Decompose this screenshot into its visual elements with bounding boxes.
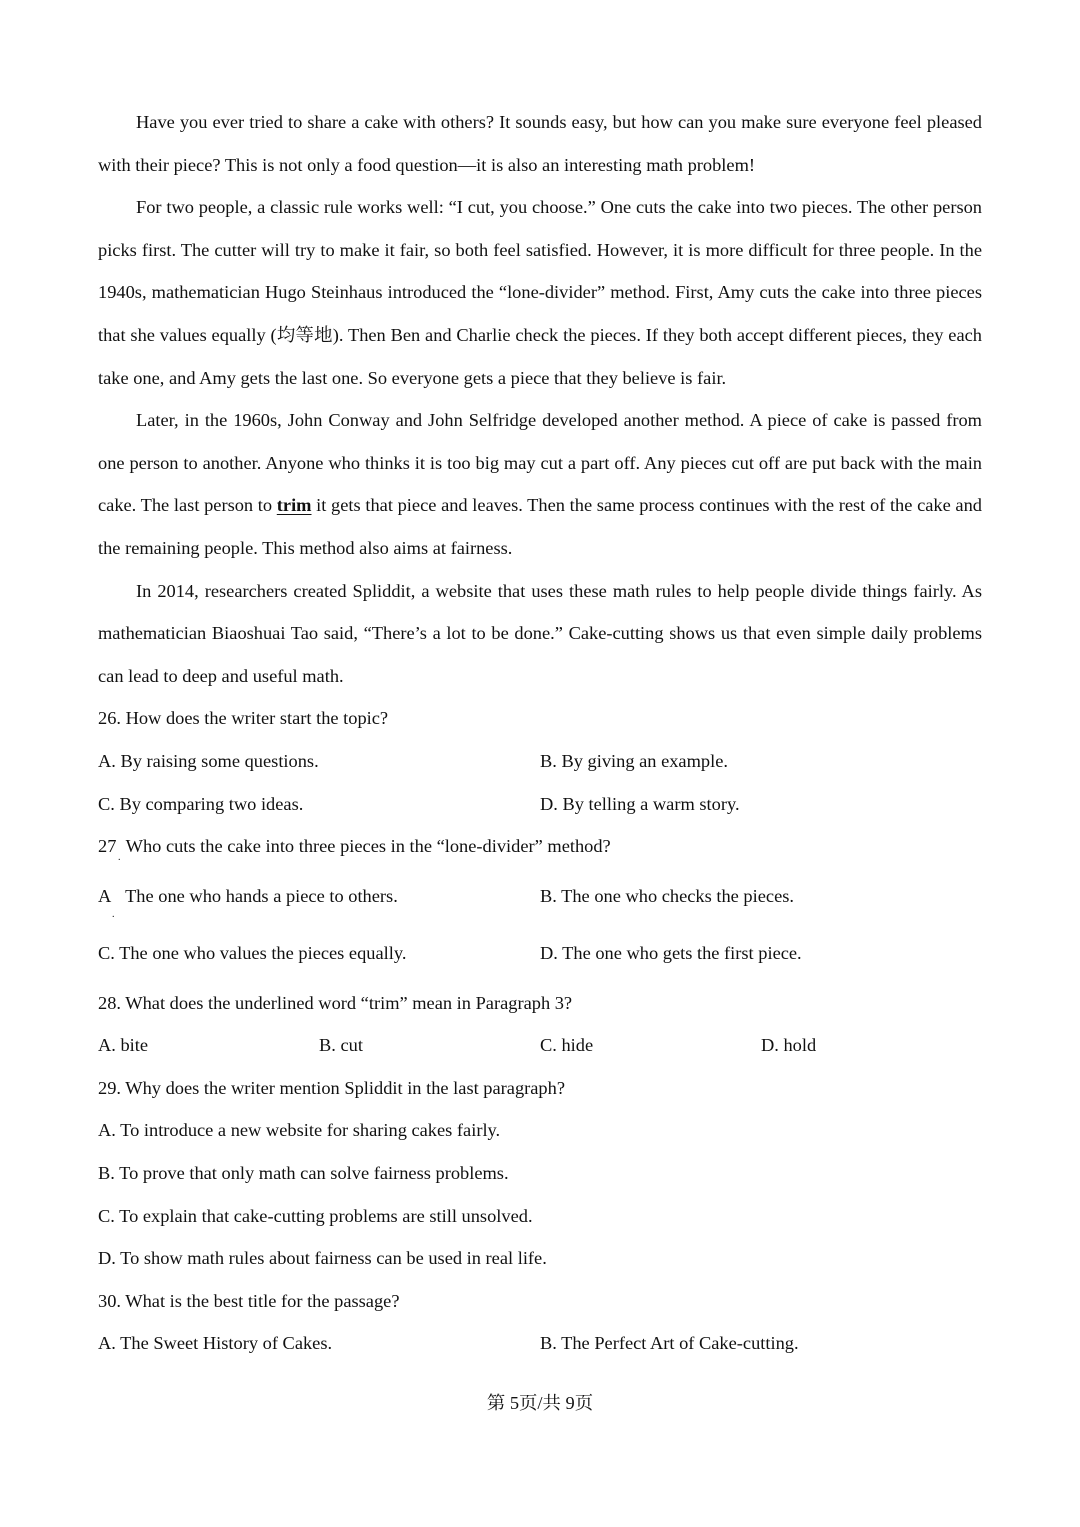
- passage-paragraph-1: Have you ever tried to share a cake with others? It sounds easy, but how can you make sure everyone feel pleased with their piece? This is not only a food question—it is also an interesting math problem!: [98, 112, 982, 175]
- question-26-option-a: A. By raising some questions.: [98, 750, 319, 771]
- option-a-letter: A: [98, 885, 112, 906]
- question-28-options-row: [98, 1024, 982, 1067]
- passage-paragraph-4: In 2014, researchers created Spliddit, a website that uses these math rules to help people divide things fairly. As mathematician Biaoshuai Tao said, “There’s a lot to be done.” Cake-cutting shows us that even simple daily problems can lead to deep and useful math.: [98, 580, 982, 686]
- question-27-option-d: D. The one who gets the first piece.: [540, 942, 802, 963]
- question-27-number: 27 .: [98, 836, 121, 864]
- question-26-stem: 26. How does the writer start the topic?: [98, 708, 389, 729]
- question-30-options-row-1: [98, 1322, 982, 1365]
- question-27-options-row-1: [98, 868, 982, 925]
- dot-mark: .: [112, 908, 115, 920]
- question-26-option-d: D. By telling a warm story.: [540, 793, 740, 814]
- question-27-stem: [98, 825, 982, 868]
- question-26-options-row-2: [98, 783, 982, 826]
- option-a-text: The one who hands a piece to others.: [125, 885, 398, 906]
- question-29-option-b: B. To prove that only math can solve fairness problems.: [98, 1163, 509, 1184]
- question-27-text: Who cuts the cake into three pieces in the “lone-divider” method?: [125, 836, 611, 857]
- question-28-stem: 28. What does the underlined word “trim” mean in Paragraph 3?: [98, 992, 573, 1013]
- dot-mark: .: [118, 852, 121, 864]
- question-30-option-b: B. The Perfect Art of Cake-cutting.: [540, 1333, 799, 1354]
- question-27-options-row-2: [98, 925, 982, 982]
- underlined-word-trim: trim: [276, 495, 312, 516]
- question-27-option-a: [98, 868, 540, 925]
- question-29-stem: 29. Why does the writer mention Spliddit in the last paragraph?: [98, 1077, 565, 1098]
- question-26-option-b: B. By giving an example.: [540, 750, 728, 771]
- paragraph-3-text-end: it gets that piece and leaves. Then the same process continues with the rest of the cake and the remaining people. This method also aims at fairness.: [98, 495, 982, 558]
- question-28-option-d: D. hold: [761, 1035, 817, 1056]
- question-30-stem: 30. What is the best title for the passage?: [98, 1290, 400, 1311]
- question-27-option-b: B. The one who checks the pieces.: [540, 885, 794, 906]
- passage-paragraph-3: [98, 399, 982, 569]
- exam-page: [98, 101, 982, 1365]
- question-30-option-a: A. The Sweet History of Cakes.: [98, 1333, 333, 1354]
- question-29-option-c: C. To explain that cake-cutting problems are still unsolved.: [98, 1205, 533, 1226]
- question-29-option-d: D. To show math rules about fairness can be used in real life.: [98, 1248, 547, 1269]
- question-28-option-a: A. bite: [98, 1035, 149, 1056]
- question-28-option-c: C. hide: [540, 1035, 594, 1056]
- paragraph-3-text-start: Later, in the 1960s, John Conway and John Selfridge developed another method. A piece of cake is passed from one person to another. Anyone who thinks it is too big may cut a part off. Any pieces cut off are put back with the main cake. The last person to: [98, 410, 982, 516]
- question-26-option-c: C. By comparing two ideas.: [98, 793, 304, 814]
- question-26-options-row-1: [98, 740, 982, 783]
- question-27-option-c: C. The one who values the pieces equally.: [98, 942, 407, 963]
- passage-paragraph-2: For two people, a classic rule works well: “I cut, you choose.” One cuts the cake into two pieces. The other person picks first. The cutter will try to make it fair, so both feel satisfied. However, it is more difficult for three people. In the 1940s, mathematician Hugo Steinhaus introduced the “lone-divider” method. First, Amy cuts the cake into three pieces that she values equally (均等地). Then Ben and Charlie check the pieces. If they both accept different pieces, they each take one, and Amy gets the last one. So everyone gets a piece that they believe is fair.: [98, 197, 982, 388]
- question-28-option-b: B. cut: [319, 1035, 363, 1056]
- page-number-footer: 第 5页/共 9页: [486, 1393, 594, 1413]
- question-29-option-a: A. To introduce a new website for sharing cakes fairly.: [98, 1120, 501, 1141]
